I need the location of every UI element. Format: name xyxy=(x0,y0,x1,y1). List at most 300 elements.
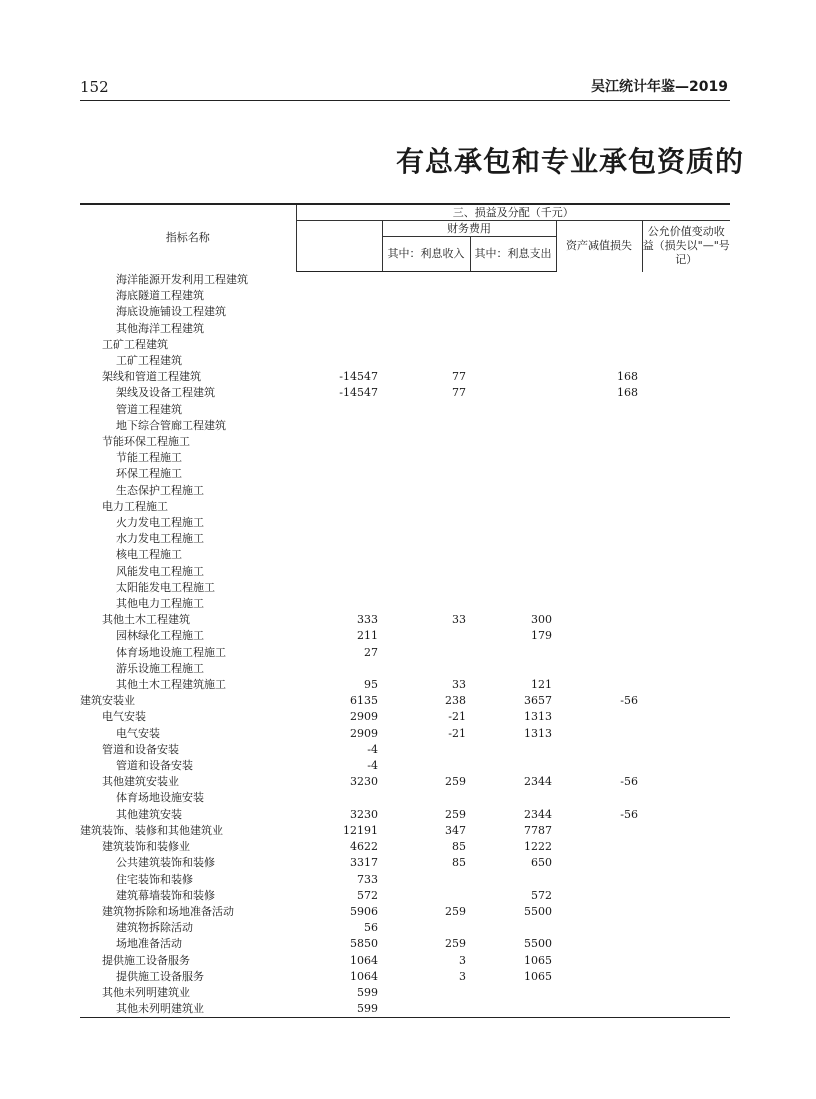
interest-income-cell xyxy=(382,466,470,482)
interest-expense-cell: 1065 xyxy=(524,953,552,967)
table-row xyxy=(80,288,730,304)
fair-value-cell xyxy=(642,969,730,985)
fair-value-cell xyxy=(642,515,730,531)
finance-cost-cell: 599 xyxy=(296,1001,382,1018)
column-header-finance-total xyxy=(296,237,382,272)
interest-income-cell xyxy=(382,321,470,337)
fair-value-cell xyxy=(642,677,730,693)
interest-income-cell xyxy=(382,790,470,806)
interest-income-cell xyxy=(382,645,470,661)
interest-expense-cell: 2344 xyxy=(524,807,552,821)
interest-income-cell xyxy=(382,515,470,531)
interest-expense-cell xyxy=(470,596,556,612)
interest-income-cell: 77 xyxy=(452,386,466,400)
table-row xyxy=(80,742,730,758)
table-row xyxy=(80,807,730,823)
interest-income-cell: 259 xyxy=(445,775,466,789)
fair-value-cell xyxy=(642,774,730,790)
asset-impairment-cell xyxy=(556,547,642,563)
table-row xyxy=(80,385,730,401)
fair-value-cell xyxy=(642,904,730,920)
interest-expense-cell xyxy=(470,985,556,1001)
interest-expense-cell xyxy=(470,272,556,289)
table-header xyxy=(80,204,730,272)
fair-value-cell xyxy=(642,936,730,952)
table-row xyxy=(80,483,730,499)
finance-cost-cell xyxy=(296,288,382,304)
indicator-name-cell: 建筑安装业 xyxy=(80,694,135,708)
asset-impairment-cell xyxy=(556,661,642,677)
interest-income-cell: 33 xyxy=(452,678,466,692)
asset-impairment-cell xyxy=(556,434,642,450)
asset-impairment-cell xyxy=(556,709,642,725)
indicator-name-cell: 园林绿化工程施工 xyxy=(116,629,204,643)
fair-value-cell xyxy=(642,855,730,871)
table-row xyxy=(80,272,730,289)
table-row xyxy=(80,645,730,661)
interest-expense-cell: 650 xyxy=(531,856,552,870)
asset-impairment-cell xyxy=(556,872,642,888)
table-row xyxy=(80,726,730,742)
interest-expense-cell xyxy=(470,418,556,434)
interest-income-cell xyxy=(382,742,470,758)
interest-income-cell xyxy=(382,985,470,1001)
interest-income-cell xyxy=(382,564,470,580)
fair-value-cell xyxy=(642,807,730,823)
table-row xyxy=(80,969,730,985)
interest-expense-cell: 1313 xyxy=(524,710,552,724)
fair-value-cell xyxy=(642,337,730,353)
interest-income-cell xyxy=(382,596,470,612)
table-row xyxy=(80,904,730,920)
table-row xyxy=(80,872,730,888)
table-row xyxy=(80,321,730,337)
interest-income-cell: 238 xyxy=(445,694,466,708)
finance-cost-cell xyxy=(296,547,382,563)
indicator-name-cell: 其他海洋工程建筑 xyxy=(116,321,204,335)
indicator-name-cell: 管道和设备安装 xyxy=(116,759,193,773)
interest-income-cell xyxy=(382,272,470,289)
interest-expense-cell: 5500 xyxy=(524,904,552,918)
finance-cost-cell: 56 xyxy=(364,921,378,935)
interest-income-cell: 347 xyxy=(445,823,466,837)
interest-income-cell xyxy=(382,661,470,677)
indicator-name-cell: 其他未列明建筑业 xyxy=(80,1001,296,1018)
asset-impairment-cell xyxy=(556,450,642,466)
interest-expense-cell xyxy=(470,758,556,774)
column-header-finance-cost: 财务费用 xyxy=(382,221,556,237)
interest-income-cell xyxy=(382,531,470,547)
interest-expense-cell: 3657 xyxy=(524,694,552,708)
interest-expense-cell: 1222 xyxy=(524,840,552,854)
table-row xyxy=(80,1001,730,1018)
table-row xyxy=(80,418,730,434)
indicator-name-cell: 地下综合管廊工程建筑 xyxy=(116,418,226,432)
finance-cost-cell xyxy=(296,337,382,353)
asset-impairment-cell xyxy=(556,483,642,499)
table-row xyxy=(80,953,730,969)
column-header-interest-income: 其中：利息收入 xyxy=(382,237,470,272)
fair-value-cell xyxy=(642,272,730,289)
finance-cost-cell xyxy=(296,466,382,482)
interest-expense-cell: 2344 xyxy=(524,775,552,789)
indicator-name-cell: 海底设施铺设工程建筑 xyxy=(116,305,226,319)
indicator-name-cell: 火力发电工程施工 xyxy=(116,516,204,530)
finance-cost-cell: 733 xyxy=(357,872,378,886)
finance-cost-cell: 5850 xyxy=(350,937,378,951)
interest-income-cell xyxy=(382,288,470,304)
interest-expense-cell: 1065 xyxy=(524,969,552,983)
statistics-table xyxy=(80,203,730,1018)
table-row xyxy=(80,434,730,450)
table-row xyxy=(80,596,730,612)
table-row xyxy=(80,369,730,385)
interest-expense-cell xyxy=(470,402,556,418)
fair-value-cell xyxy=(642,888,730,904)
finance-cost-cell xyxy=(296,321,382,337)
finance-cost-cell: 27 xyxy=(364,645,378,659)
interest-expense-cell xyxy=(470,466,556,482)
fair-value-cell xyxy=(642,612,730,628)
book-title: 吴江统计年鉴—2019 xyxy=(591,79,728,95)
finance-cost-cell xyxy=(296,564,382,580)
table-row xyxy=(80,515,730,531)
fair-value-cell xyxy=(642,304,730,320)
interest-income-cell xyxy=(382,580,470,596)
interest-income-cell xyxy=(382,1001,470,1018)
indicator-name-cell: 其他未列明建筑业 xyxy=(102,985,190,999)
fair-value-cell xyxy=(642,369,730,385)
interest-income-cell: 259 xyxy=(445,904,466,918)
finance-cost-cell xyxy=(296,402,382,418)
indicator-name-cell: 体育场地设施安装 xyxy=(116,791,204,805)
asset-impairment-cell xyxy=(556,855,642,871)
interest-expense-cell: 572 xyxy=(531,888,552,902)
asset-impairment-cell xyxy=(556,677,642,693)
fair-value-cell xyxy=(642,758,730,774)
indicator-name-cell: 公共建筑装饰和装修 xyxy=(116,856,215,870)
asset-impairment-cell xyxy=(556,839,642,855)
asset-impairment-cell xyxy=(556,936,642,952)
asset-impairment-cell xyxy=(556,969,642,985)
table-row xyxy=(80,693,730,709)
interest-income-cell xyxy=(382,337,470,353)
fair-value-cell xyxy=(642,483,730,499)
indicator-name-cell: 建筑物拆除活动 xyxy=(116,921,193,935)
table-row xyxy=(80,612,730,628)
interest-expense-cell xyxy=(470,450,556,466)
fair-value-cell xyxy=(642,709,730,725)
interest-income-cell xyxy=(382,304,470,320)
finance-cost-cell xyxy=(296,304,382,320)
asset-impairment-cell xyxy=(556,288,642,304)
asset-impairment-cell xyxy=(556,337,642,353)
table-row xyxy=(80,531,730,547)
fair-value-cell xyxy=(642,450,730,466)
table-body xyxy=(80,272,730,1018)
asset-impairment-cell xyxy=(556,515,642,531)
asset-impairment-cell xyxy=(556,628,642,644)
asset-impairment-cell xyxy=(556,353,642,369)
finance-cost-cell: 211 xyxy=(357,629,378,643)
asset-impairment-cell xyxy=(556,466,642,482)
column-header-asset-impairment: 资产减值损失 xyxy=(556,221,642,272)
interest-income-cell xyxy=(382,402,470,418)
asset-impairment-cell xyxy=(556,953,642,969)
indicator-name-cell: 环保工程施工 xyxy=(116,467,182,481)
finance-cost-cell: 1064 xyxy=(350,953,378,967)
table-row xyxy=(80,823,730,839)
asset-impairment-cell xyxy=(556,904,642,920)
fair-value-cell xyxy=(642,726,730,742)
interest-expense-cell xyxy=(470,547,556,563)
interest-expense-cell xyxy=(470,321,556,337)
finance-cost-cell: 5906 xyxy=(350,904,378,918)
fair-value-cell xyxy=(642,385,730,401)
interest-income-cell: 3 xyxy=(459,969,466,983)
table-row xyxy=(80,499,730,515)
asset-impairment-cell xyxy=(556,596,642,612)
indicator-name-cell: 提供施工设备服务 xyxy=(102,953,190,967)
interest-income-cell: 3 xyxy=(459,953,466,967)
interest-expense-cell xyxy=(470,645,556,661)
table-row xyxy=(80,985,730,1001)
asset-impairment-cell xyxy=(556,304,642,320)
interest-income-cell xyxy=(382,450,470,466)
fair-value-cell xyxy=(642,321,730,337)
interest-expense-cell xyxy=(470,483,556,499)
indicator-name-cell: 电气安装 xyxy=(116,726,160,740)
indicator-name-cell: 其他建筑安装业 xyxy=(102,775,179,789)
indicator-name-cell: 管道工程建筑 xyxy=(116,402,182,416)
interest-income-cell: 85 xyxy=(452,856,466,870)
fair-value-cell xyxy=(642,434,730,450)
column-header-fair-value-change: 公允价值变动收益（损失以"—"号记） xyxy=(642,225,730,267)
interest-expense-cell xyxy=(470,920,556,936)
fair-value-cell xyxy=(642,823,730,839)
fair-value-cell xyxy=(642,288,730,304)
interest-income-cell xyxy=(382,888,470,904)
fair-value-cell xyxy=(642,466,730,482)
table-row xyxy=(80,677,730,693)
fair-value-cell xyxy=(642,742,730,758)
indicator-name-cell: 建筑幕墙装饰和装修 xyxy=(116,888,215,902)
finance-cost-cell xyxy=(296,790,382,806)
asset-impairment-cell xyxy=(556,726,642,742)
finance-cost-cell xyxy=(296,580,382,596)
interest-expense-cell xyxy=(470,304,556,320)
interest-income-cell xyxy=(382,547,470,563)
fair-value-cell xyxy=(642,872,730,888)
indicator-name-cell: 建筑装饰和装修业 xyxy=(102,840,190,854)
finance-cost-cell xyxy=(296,499,382,515)
indicator-name-cell: 游乐设施工程施工 xyxy=(116,661,204,675)
interest-expense-cell xyxy=(470,872,556,888)
asset-impairment-cell xyxy=(556,612,642,628)
interest-expense-cell xyxy=(470,385,556,401)
table-row xyxy=(80,580,730,596)
finance-cost-cell xyxy=(296,661,382,677)
asset-impairment-cell xyxy=(556,580,642,596)
table-row xyxy=(80,855,730,871)
finance-cost-cell xyxy=(296,531,382,547)
header-rule xyxy=(80,100,730,101)
asset-impairment-cell xyxy=(556,920,642,936)
interest-income-cell xyxy=(382,628,470,644)
interest-expense-cell xyxy=(470,515,556,531)
interest-expense-cell xyxy=(470,742,556,758)
table-row xyxy=(80,888,730,904)
finance-cost-cell: 3230 xyxy=(350,807,378,821)
fair-value-cell xyxy=(642,564,730,580)
fair-value-cell xyxy=(642,580,730,596)
indicator-name-cell: 住宅装饰和装修 xyxy=(116,872,193,886)
asset-impairment-cell xyxy=(556,321,642,337)
interest-expense-cell xyxy=(470,661,556,677)
interest-income-cell xyxy=(382,499,470,515)
indicator-name-cell: 节能环保工程施工 xyxy=(102,435,190,449)
table-row xyxy=(80,661,730,677)
table-row xyxy=(80,758,730,774)
interest-expense-cell xyxy=(470,369,556,385)
finance-cost-cell: -14547 xyxy=(339,386,378,400)
finance-cost-cell: 2909 xyxy=(350,726,378,740)
table-row xyxy=(80,920,730,936)
page-title: 有总承包和专业承包资质的 xyxy=(395,145,744,178)
finance-cost-cell: -14547 xyxy=(339,370,378,384)
table-row xyxy=(80,564,730,580)
fair-value-cell xyxy=(642,418,730,434)
indicator-name-cell: 电气安装 xyxy=(102,710,146,724)
fair-value-cell xyxy=(642,953,730,969)
indicator-name-cell: 太阳能发电工程施工 xyxy=(116,580,215,594)
finance-cost-cell: 3230 xyxy=(350,775,378,789)
asset-impairment-cell xyxy=(556,564,642,580)
finance-cost-cell: 572 xyxy=(357,888,378,902)
fair-value-cell xyxy=(642,1001,730,1018)
interest-expense-cell xyxy=(470,434,556,450)
table-row xyxy=(80,402,730,418)
interest-expense-cell xyxy=(470,353,556,369)
column-header-finance-spacer xyxy=(296,221,382,237)
indicator-name-cell: 体育场地设施工程施工 xyxy=(116,645,226,659)
interest-income-cell xyxy=(382,434,470,450)
table-row xyxy=(80,466,730,482)
table-row xyxy=(80,709,730,725)
interest-income-cell xyxy=(382,353,470,369)
indicator-name-cell: 水力发电工程施工 xyxy=(116,532,204,546)
finance-cost-cell: 12191 xyxy=(343,823,378,837)
asset-impairment-cell xyxy=(556,888,642,904)
statistics-table-container xyxy=(80,203,730,1018)
indicator-name-cell: 电力工程施工 xyxy=(102,499,168,513)
interest-expense-cell xyxy=(470,499,556,515)
asset-impairment-cell xyxy=(556,645,642,661)
column-header-indicator: 指标名称 xyxy=(80,204,296,272)
indicator-name-cell: 工矿工程建筑 xyxy=(116,354,182,367)
asset-impairment-cell xyxy=(556,418,642,434)
finance-cost-cell xyxy=(296,272,382,289)
asset-impairment-cell: -56 xyxy=(620,775,638,789)
finance-cost-cell xyxy=(296,434,382,450)
interest-income-cell: 85 xyxy=(452,840,466,854)
interest-income-cell xyxy=(382,920,470,936)
interest-expense-cell xyxy=(470,337,556,353)
interest-income-cell: -21 xyxy=(448,726,466,740)
interest-income-cell xyxy=(382,483,470,499)
table-row xyxy=(80,547,730,563)
table-row xyxy=(80,450,730,466)
indicator-name-cell: 风能发电工程施工 xyxy=(116,564,204,578)
fair-value-cell xyxy=(642,661,730,677)
interest-expense-cell xyxy=(470,531,556,547)
indicator-name-cell: 生态保护工程施工 xyxy=(116,483,204,497)
indicator-name-cell: 场地准备活动 xyxy=(116,937,182,951)
fair-value-cell xyxy=(642,353,730,369)
indicator-name-cell: 节能工程施工 xyxy=(116,451,182,465)
finance-cost-cell: 333 xyxy=(357,613,378,627)
finance-cost-cell: -4 xyxy=(367,759,378,773)
indicator-name-cell: 海底隧道工程建筑 xyxy=(116,289,204,303)
interest-expense-cell xyxy=(470,580,556,596)
table-row xyxy=(80,936,730,952)
asset-impairment-cell xyxy=(556,823,642,839)
indicator-name-cell: 建筑装饰、装修和其他建筑业 xyxy=(80,823,223,837)
indicator-name-cell: 海洋能源开发利用工程建筑 xyxy=(116,272,248,286)
fair-value-cell xyxy=(642,402,730,418)
finance-cost-cell xyxy=(296,515,382,531)
finance-cost-cell xyxy=(296,596,382,612)
indicator-name-cell: 其他建筑安装 xyxy=(116,807,182,821)
finance-cost-cell xyxy=(296,353,382,369)
table-row xyxy=(80,304,730,320)
table-row xyxy=(80,337,730,353)
indicator-name-cell: 其他土木工程建筑 xyxy=(102,613,190,627)
asset-impairment-cell xyxy=(556,758,642,774)
interest-income-cell: -21 xyxy=(448,710,466,724)
fair-value-cell xyxy=(642,628,730,644)
interest-expense-cell: 121 xyxy=(531,678,552,692)
table-row xyxy=(80,353,730,369)
fair-value-cell xyxy=(642,839,730,855)
indicator-name-cell: 其他电力工程施工 xyxy=(116,597,204,611)
finance-cost-cell xyxy=(296,418,382,434)
fair-value-cell xyxy=(642,596,730,612)
interest-expense-cell: 7787 xyxy=(524,823,552,837)
column-group-header: 三、损益及分配（千元） xyxy=(296,204,730,221)
asset-impairment-cell xyxy=(556,272,642,289)
fair-value-cell xyxy=(642,531,730,547)
interest-income-cell: 259 xyxy=(445,937,466,951)
interest-income-cell xyxy=(382,418,470,434)
asset-impairment-cell: -56 xyxy=(620,694,638,708)
finance-cost-cell: 6135 xyxy=(350,694,378,708)
column-header-interest-expense: 其中：利息支出 xyxy=(470,237,556,272)
interest-income-cell: 33 xyxy=(452,613,466,627)
fair-value-cell xyxy=(642,499,730,515)
indicator-name-cell: 架线及设备工程建筑 xyxy=(116,386,215,400)
indicator-name-cell: 建筑物拆除和场地准备活动 xyxy=(102,904,234,918)
interest-expense-cell: 1313 xyxy=(524,726,552,740)
finance-cost-cell xyxy=(296,450,382,466)
fair-value-cell xyxy=(642,920,730,936)
interest-income-cell: 259 xyxy=(445,807,466,821)
indicator-name-cell: 其他土木工程建筑施工 xyxy=(116,678,226,692)
asset-impairment-cell xyxy=(556,499,642,515)
table-row xyxy=(80,628,730,644)
asset-impairment-cell xyxy=(556,742,642,758)
interest-expense-cell: 5500 xyxy=(524,937,552,951)
